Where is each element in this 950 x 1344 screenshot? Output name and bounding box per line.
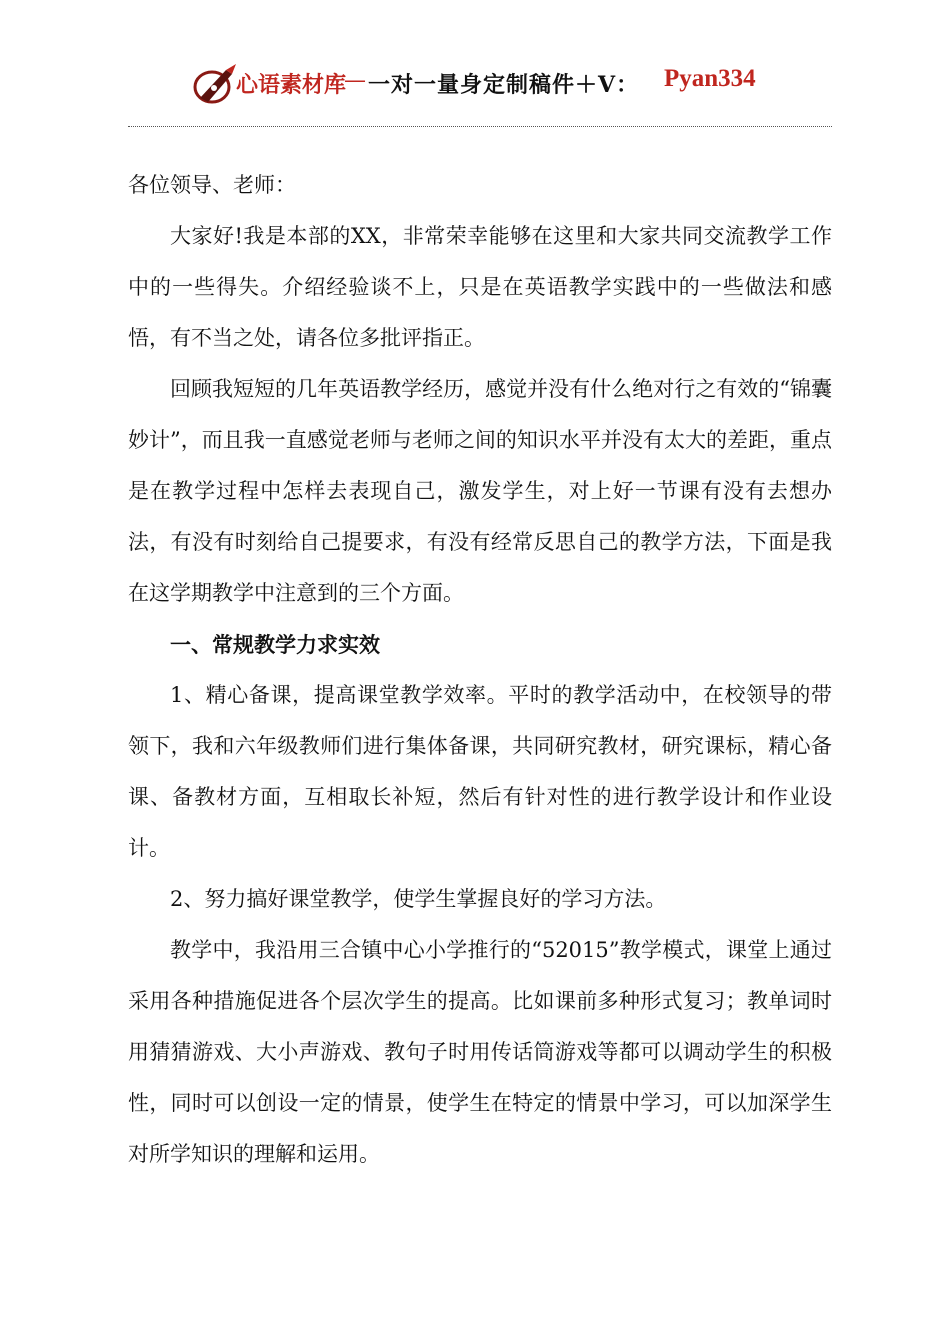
document-body (128, 160, 832, 1180)
section-item-3: 教学中，我沿用三合镇中心小学推行的“52015”教学模式，课堂上通过采用各种措施促进各个层次学生的提高。比如课前多种形式复习；教单词时用猜猜游戏、大小声游戏、教句子时用传话筒游戏等都可以调动学生的积极性，同时可以创设一定的情景，使学生在特定的情景中学习，可以加深学生对所学知识的理解和运用。 (128, 938, 832, 1166)
section-item-1: 1、精心备课，提高课堂教学效率。平时的教学活动中，在校领导的带领下，我和六年级教师们进行集体备课，共同研究教材，研究课标，精心备课、备教材方面，互相取长补短，然后有针对性的进行教学设计和作业设计。 (128, 683, 832, 860)
contact-id: Pyan334 (664, 65, 756, 92)
section-item-2: 2、努力搞好课堂教学，使学生掌握良好的学习方法。 (170, 887, 667, 911)
page-header (0, 56, 950, 116)
paragraph-review: 回顾我短短的几年英语教学经历，感觉并没有什么绝对行之有效的“锦囊妙计”，而且我一直感觉老师与老师之间的知识水平并没有太大的差距，重点是在教学过程中怎样去表现自己，激发学生，对上好一节课有没有去想办法，有没有时刻给自己提要求，有没有经常反思自己的教学方法，下面是我在这学期教学中注意到的三个方面。 (128, 377, 832, 605)
header-divider (128, 126, 832, 127)
header-slogan: 一对一量身定制稿件＋V： (368, 72, 640, 98)
brand-dash: — (344, 68, 366, 93)
section-heading: 一、常规教学力求实效 (170, 632, 380, 657)
greeting: 各位领导、老师： (128, 173, 296, 197)
brand-name: 心语素材库 (236, 72, 347, 98)
paragraph-intro: 大家好!我是本部的XX，非常荣幸能够在这里和大家共同交流教学工作中的一些得失。介绍经验谈不上，只是在英语教学实践中的一些做法和感悟，有不当之处，请各位多批评指正。 (128, 224, 832, 350)
pen-nib-logo-icon (192, 62, 240, 108)
